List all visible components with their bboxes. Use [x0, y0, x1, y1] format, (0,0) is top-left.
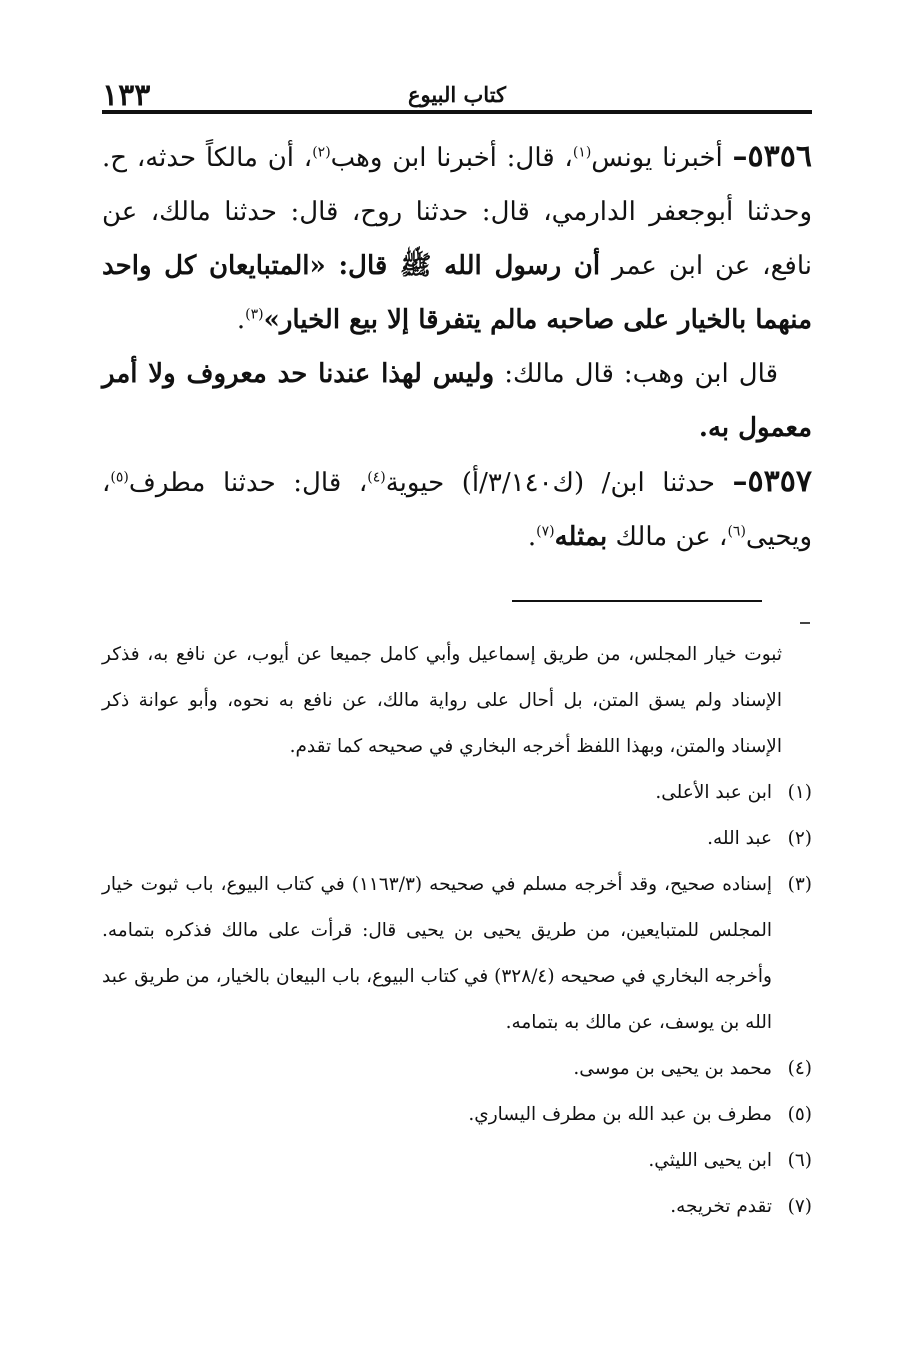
header-rule	[102, 110, 812, 114]
footnote-mark: (٤)	[787, 1058, 812, 1079]
continuation-mark	[800, 622, 810, 624]
footnote-text: ابن عبد الأعلى.	[655, 782, 772, 803]
footnotes	[102, 632, 812, 1230]
footnote-ref: (٥)	[110, 469, 129, 486]
hadith-text: حدثنا ابن/ (ك٣/١٤٠/أ) حيوية	[385, 468, 733, 498]
footnote-text: مطرف بن عبد الله بن مطرف اليساري.	[468, 1104, 772, 1125]
footnote-ref: (٣)	[245, 306, 264, 323]
footnote-text: ابن يحيى الليثي.	[648, 1150, 772, 1171]
hadith-number: ٥٣٥٦–	[732, 139, 812, 174]
footnote-ref: (١)	[572, 144, 592, 161]
footnote-ref: (٢)	[312, 144, 331, 161]
hadith-matn: أن رسول الله ﷺ قال: «المتبايعان كل واحد منهما بالخيار على صاحبه مالم يتفرقا إلا بيع الخيار»	[102, 251, 812, 335]
hadith-text: ، عن مالك	[607, 522, 728, 552]
hadith-text: ، ويحيى	[102, 468, 812, 552]
footnote-continued: ثبوت خيار المجلس، من طريق إسماعيل وأبي كامل جميعا عن أيوب، عن نافع به، فذكر الإسناد ولم يسق المتن، بل أحال على رواية مالك، عن نافع به نحوه، وأبو عوانة ذكر الإسناد والمتن، وبهذا اللفظ أخرجه البخاري في صحيحه كما تقدم.	[102, 644, 782, 757]
footnote-item	[102, 1092, 812, 1138]
hadith-text: .	[236, 305, 246, 335]
hadith-bold: بمثله	[554, 522, 608, 552]
hadith-text: ، أن مالكاً حدثه، ح. وحدثنا أبوجعفر الدارمي، قال: حدثنا روح، قال: حدثنا مالك، عن نافع، عن ابن عمر	[102, 143, 813, 281]
footnote-ref: (٤)	[367, 469, 386, 486]
footnote-mark: (٥)	[787, 1104, 812, 1125]
hadith-5356	[102, 130, 812, 347]
hadith-text: .	[527, 522, 537, 552]
statement-quote: وليس لهذا عندنا حد معروف ولا أمر معمول به.	[102, 359, 812, 443]
footnote-text: تقدم تخريجه.	[670, 1196, 772, 1217]
footnote-mark: (٣)	[787, 874, 812, 895]
main-text	[102, 130, 812, 564]
footnote-item	[102, 1184, 812, 1230]
hadith-number: ٥٣٥٧–	[732, 464, 812, 499]
footnote-mark: (٦)	[787, 1150, 812, 1171]
statement-intro: قال ابن وهب: قال مالك:	[494, 359, 778, 389]
running-header	[102, 70, 812, 114]
footnote-text: محمد بن يحيى بن موسى.	[573, 1058, 772, 1079]
footnote-text: عبد الله.	[707, 828, 772, 849]
hadith-text: أخبرنا يونس	[591, 143, 733, 173]
footnote-mark: (٧)	[787, 1196, 812, 1217]
ibn-wahb-statement	[102, 347, 812, 455]
footnote-ref: (٦)	[727, 523, 746, 540]
footnote-ref: (٧)	[536, 523, 555, 540]
footnote-text: إسناده صحيح، وقد أخرجه مسلم في صحيحه (١١٦٣/٣) في كتاب البيوع، باب ثبوت خيار المجلس للمتبايعين، من طريق يحيى بن يحيى قال: قرأت على مالك فذكره بتمامه. وأخرجه البخاري في صحيحه (٣٢٨/٤) في كتاب البيوع، باب البيعان بالخيار، من طريق عبد الله بن يوسف، عن مالك به بتمامه.	[102, 874, 772, 1033]
footnote-mark: (١)	[787, 782, 812, 803]
footnote-item	[102, 862, 812, 1046]
footnote-item	[102, 1138, 812, 1184]
hadith-text: ، قال: حدثنا مطرف	[128, 468, 368, 498]
hadith-5357	[102, 455, 812, 564]
footnote-item	[102, 816, 812, 862]
footnote-item	[102, 1046, 812, 1092]
footnote-separator	[512, 600, 762, 602]
hadith-text: ، قال: أخبرنا ابن وهب	[330, 143, 573, 173]
book-title: كتاب البيوع	[407, 82, 507, 107]
page-number: ١٣٣	[102, 78, 151, 113]
footnote-mark: (٢)	[787, 828, 812, 849]
footnote-item	[102, 770, 812, 816]
